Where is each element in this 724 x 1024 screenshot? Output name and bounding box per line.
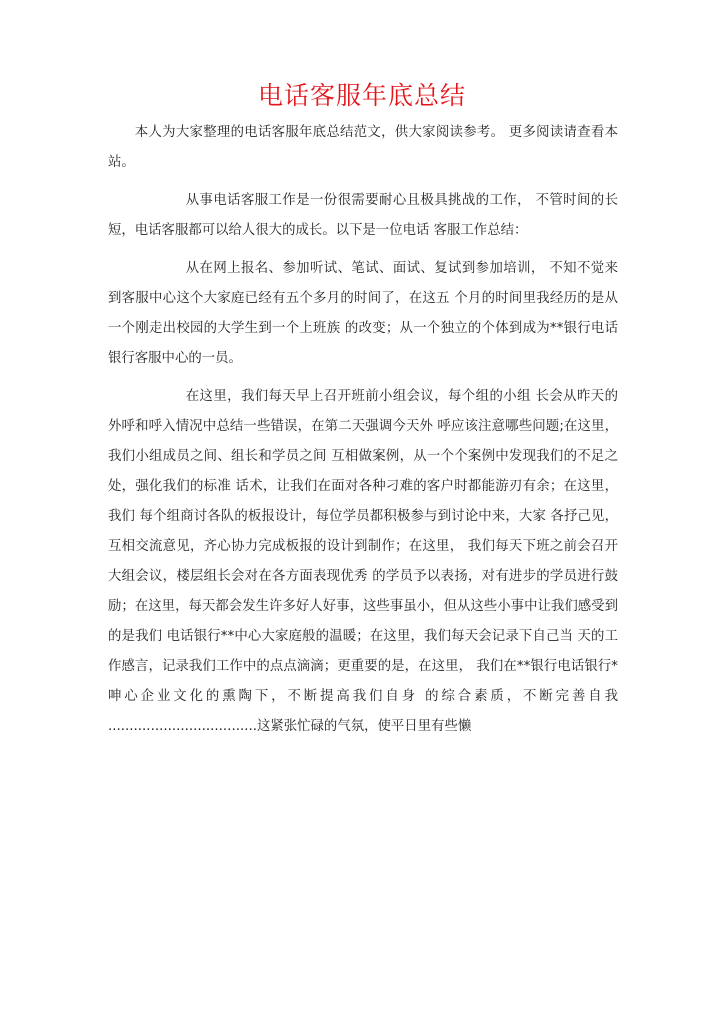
intro-paragraph: 本人为大家整理的电话客服年底总结范文，供大家阅读参考。 更多阅读请查看本站。 [108, 125, 618, 170]
document-body [108, 118, 618, 742]
body-paragraph: 从在网上报名、参加听试、笔试、面试、复试到参加培训， 不知不觉来到客服中心这个大家庭已经有五个多月的时间了，在这五 个月的时间里我经历的是从一个刚走出校园的大学生到一个上班族 的改变；从一个独立的个体到成为**银行电话银行客服中心的一员。 [108, 261, 618, 366]
document-title: 电话客服年底总结 [257, 81, 466, 110]
body-paragraph: 从事电话客服工作是一份很需要耐心且极具挑战的工作， 不管时间的长短，电话客服都可以给人很大的成长。以下是一位电话 客服工作总结： [108, 193, 618, 238]
body-paragraph: 在这里，我们每天早上召开班前小组会议，每个组的小组 长会从昨天的外呼和呼入情况中总结一些错误，在第二天强调今天外 呼应该注意哪些问题;在这里，我们小组成员之间、组长和学员之间 互相做案例，从一个个案例中发现我们的不足之处，强化我们的标准 话术，让我们在面对各种刁难的客户时都能游刃有余；在这里，我们 每个组商讨各队的板报设计，每位学员都积极参与到讨论中来，大家 各抒己见，互相交流意见，齐心协力完成板报的设计到制作；在这里， 我们每天下班之前会召开大组会议，楼层组长会对在各方面表现优秀 的学员予以表扬，对有进步的学员进行鼓励；在这里，每天都会发生许多好人好事，这些事虽小，但从这些小事中让我们感受到的是我们 电话银行**中心大家庭般的温暖；在这里，我们每天会记录下自己当 天的工作感言，记录我们工作中的点点滴滴；更重要的是，在这里， 我们在**银行电话银行*呻心企业文化的熏陶下，不断提高我们自身 的综合素质，不断完善自我 ...................................这紧张忙碌的气氛，使平日里有些懒 [108, 389, 618, 734]
